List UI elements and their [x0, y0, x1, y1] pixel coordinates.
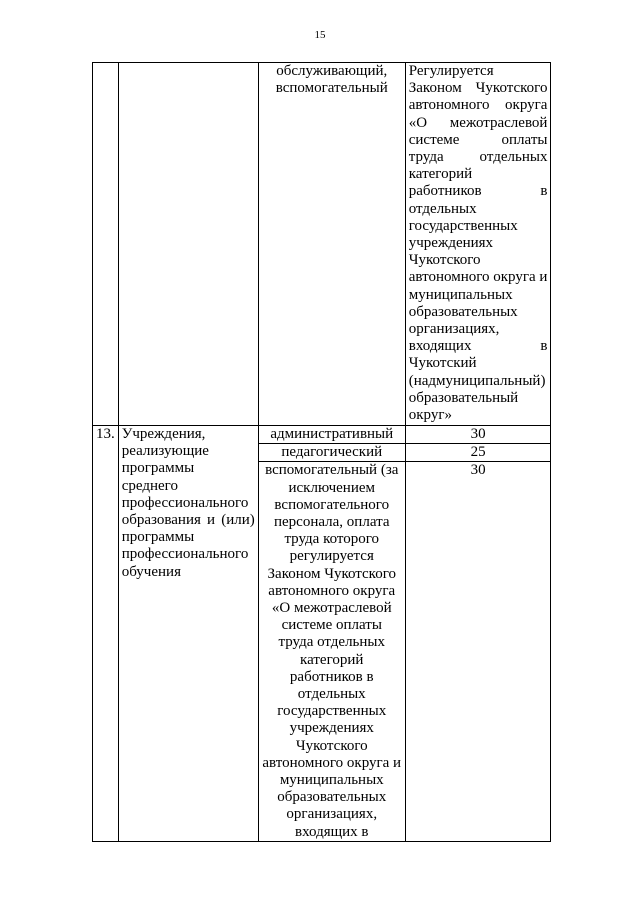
cell-group-admin: административный — [258, 426, 405, 444]
cell-row-number: 13. — [93, 426, 119, 842]
regulation-line: муниципальных — [408, 286, 513, 303]
aux-group-line: персонала, оплата — [274, 514, 390, 531]
aux-group-line: организациях, — [286, 806, 378, 823]
cell-staff-group-continued — [258, 63, 405, 426]
aux-group-line: муниципальных — [279, 772, 384, 789]
regulation-line: входящих в — [408, 338, 548, 355]
aux-group-line: работников в — [289, 668, 374, 685]
table-row-13 — [93, 426, 551, 444]
regulation-line: учреждениях — [408, 235, 494, 252]
aux-group-line: входящих в — [294, 823, 369, 840]
regulation-line: отдельных — [408, 200, 477, 217]
institution-line: обучения — [121, 563, 181, 580]
cell-value-ped: 25 — [405, 444, 551, 462]
cell-value-admin: 30 — [405, 426, 551, 444]
aux-group-line: исключением — [288, 479, 375, 496]
regulation-line: Чукотского — [408, 252, 481, 269]
table-row-continuation — [93, 63, 551, 426]
aux-group-line: учреждениях — [289, 720, 374, 737]
regulation-line: округ» — [408, 407, 452, 424]
aux-group-line: государственных — [277, 703, 387, 720]
regulation-line: Законом Чукотского — [408, 80, 548, 97]
aux-group-line: отдельных — [297, 686, 366, 703]
institution-line: реализующие — [121, 443, 209, 460]
institution-line: программы — [121, 460, 195, 477]
regulation-line: образовательных — [408, 303, 518, 320]
regulation-line: организациях, — [408, 321, 500, 338]
aux-group-line: вспомогательный (за — [265, 462, 399, 479]
institution-line: среднего — [121, 477, 178, 494]
institution-line: образования и (или) — [121, 512, 255, 529]
regulation-line: автономного округа — [408, 97, 548, 114]
aux-group-line: Законом Чукотского — [267, 565, 396, 582]
regulation-line: труда отдельных — [408, 149, 548, 166]
regulation-line: (надмуниципальный) — [408, 372, 546, 389]
aux-group-line: труда отдельных — [278, 634, 386, 651]
regulation-line: работников в — [408, 183, 548, 200]
aux-group-line: регулируется — [289, 548, 374, 565]
cell-regulation-text — [405, 63, 551, 426]
regulation-line: «О межотраслевой — [408, 114, 548, 131]
regulation-line: автономного округа и — [408, 269, 548, 286]
aux-group-line: автономного округа и — [262, 754, 402, 771]
aux-group-line: «О межотраслевой — [271, 600, 392, 617]
cell-group-aux — [258, 462, 405, 841]
regulation-line: категорий — [408, 166, 473, 183]
cell-group-ped: педагогический — [258, 444, 405, 462]
regulation-line: государственных — [408, 217, 518, 234]
regulation-line: Чукотский — [408, 355, 477, 372]
cell-number-empty — [93, 63, 119, 426]
institution-line: Учреждения, — [121, 426, 206, 442]
salary-table — [92, 62, 551, 842]
institution-line: профессионального — [121, 494, 249, 511]
aux-group-line: системе оплаты — [281, 617, 382, 634]
cell-value-aux: 30 — [405, 462, 551, 841]
aux-group-line: вспомогательного — [274, 496, 390, 513]
staff-group-line: обслуживающий, — [276, 63, 388, 79]
aux-group-line: категорий — [300, 651, 364, 668]
staff-group-line: вспомогательный — [275, 80, 388, 97]
regulation-line: Регулируется — [408, 63, 494, 79]
aux-group-line: труда которого — [284, 531, 380, 548]
aux-group-line: образовательных — [277, 789, 387, 806]
page-number: 15 — [314, 29, 326, 41]
aux-group-line: Чукотского — [295, 737, 368, 754]
institution-line: профессионального — [121, 546, 249, 563]
institution-line: программы — [121, 529, 195, 546]
regulation-line: образовательный — [408, 389, 519, 406]
cell-institution-type — [118, 426, 258, 842]
aux-group-line: автономного округа — [268, 582, 396, 599]
cell-institution-empty — [118, 63, 258, 426]
regulation-line: системе оплаты — [408, 131, 548, 148]
